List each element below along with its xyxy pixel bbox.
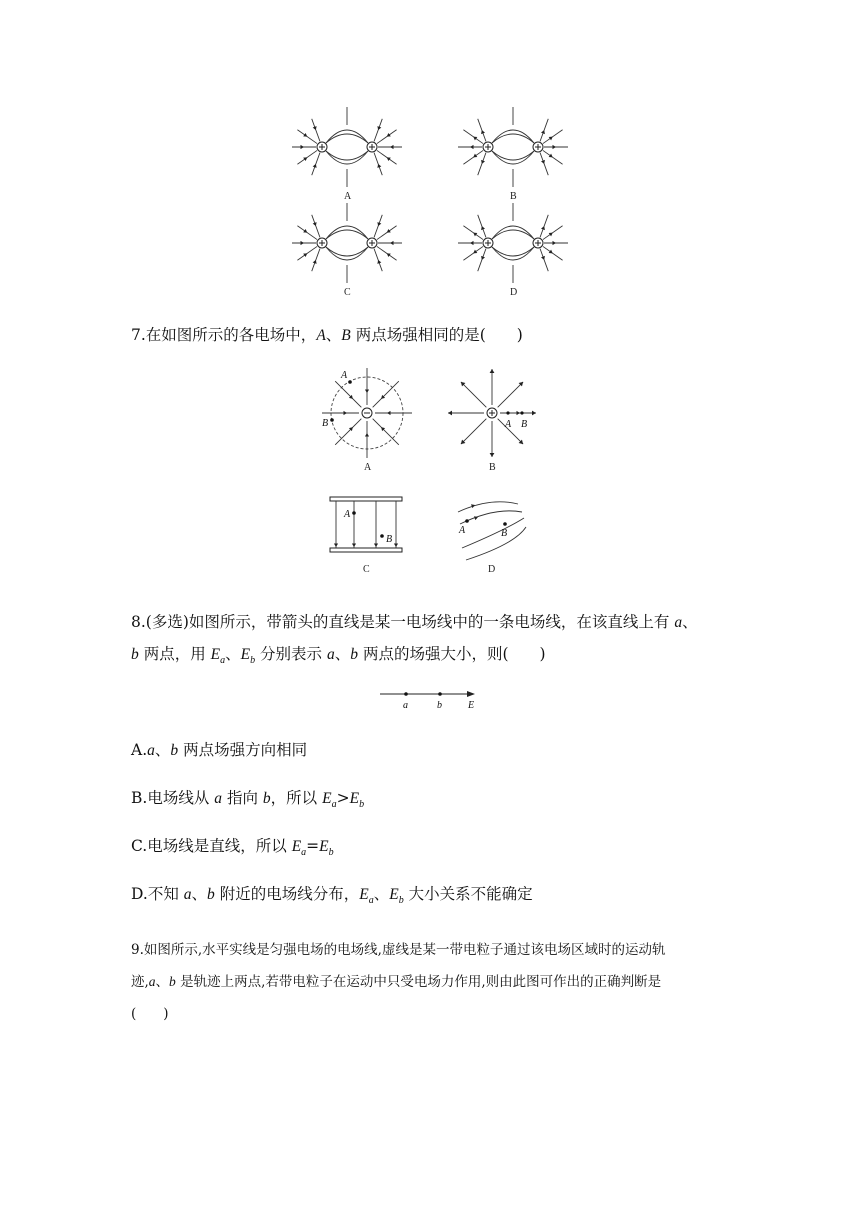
field-line: [297, 226, 317, 240]
q8-stem-text: (多选)如图所示，带箭头的直线是某一电场线中的一条电场线，在该直线上有: [145, 613, 670, 631]
field-line: [478, 249, 486, 272]
field-line: [297, 150, 317, 164]
arrow-head: [387, 411, 391, 415]
q7-sep: 、: [325, 326, 342, 344]
arrow-head: [344, 411, 348, 415]
option-b-var-a: a: [214, 790, 223, 807]
field-line: [543, 130, 563, 144]
option-b-text-2: 指向: [226, 789, 258, 807]
field-line: [478, 215, 486, 238]
option-b-ea: $E_a$: [322, 790, 337, 811]
option-d-ea: $E_a$: [359, 886, 374, 907]
q7-point-a: A: [316, 327, 326, 344]
field-line: [466, 527, 526, 560]
figure-caption: C: [363, 564, 370, 575]
field-line: [326, 247, 368, 260]
field-line: [374, 119, 382, 142]
q9-post: 是轨迹上两点,若带电粒子在运动中只受电场力作用,则由此图可作出的正确判断是: [180, 974, 662, 990]
field-line: [326, 230, 368, 239]
q9-line1: 9.如图所示,水平实线是匀强电场的电场线,虚线是某一带电粒子通过该电场区域时的运动轨: [131, 942, 666, 958]
charge-pair-diagram: [292, 107, 402, 202]
field-line: [492, 226, 534, 239]
charge-pair-diagram: [458, 107, 568, 202]
label-a: A: [505, 419, 512, 430]
q7-prefix: 在如图所示的各电场中，: [145, 326, 317, 344]
field-line: [377, 130, 397, 144]
figure-caption: A: [364, 462, 372, 473]
field-line: [461, 419, 486, 444]
arrow-head: [553, 241, 557, 245]
field-line: [377, 150, 397, 164]
negative-charge-diagram: [322, 368, 412, 473]
arrow-head: [549, 154, 553, 158]
arrow-head: [473, 233, 477, 237]
option-c-ea: $E_a$: [291, 838, 307, 859]
field-line: [492, 134, 534, 143]
arrow-head: [394, 544, 398, 548]
option-a-var-a: a: [147, 742, 155, 759]
q8-label-a: a: [403, 700, 408, 711]
q7-suffix: 两点场强相同的是( ): [355, 326, 523, 344]
field-line: [492, 151, 534, 160]
point-a: [348, 380, 352, 384]
figure-caption: A: [344, 191, 352, 202]
q8-label-e: E: [468, 700, 475, 711]
q7-number: 7.: [131, 326, 146, 344]
label-b: B: [322, 418, 329, 429]
figure-caption: D: [510, 287, 518, 298]
option-a-text: 两点场强方向相同: [183, 741, 308, 759]
field-line: [463, 246, 483, 260]
option-a-sep: 、: [154, 741, 171, 759]
field-line: [335, 381, 361, 407]
q9-pre: 迹,: [131, 974, 149, 990]
arrow-head: [473, 154, 477, 158]
arrow-head: [387, 157, 391, 161]
point-b: [330, 418, 334, 422]
charge-pair-diagram: [292, 203, 402, 298]
field-line: [312, 153, 320, 176]
q6-field-diagrams: [280, 100, 580, 300]
option-c-eb: $E_b$: [319, 838, 334, 859]
q8-option-c[interactable]: [131, 834, 334, 858]
field-line: [373, 381, 399, 407]
field-line: [492, 130, 534, 143]
q8-field-line: [375, 684, 495, 714]
option-a-var-b: b: [170, 742, 179, 759]
q8-var-a: a: [674, 614, 683, 631]
arrow-head: [390, 241, 394, 245]
q8-var-b: b: [131, 646, 139, 663]
arrow-head: [303, 229, 307, 233]
figure-caption: B: [510, 191, 517, 202]
q8-option-b[interactable]: [131, 786, 364, 810]
option-b-prefix: B.: [131, 789, 148, 807]
bottom-plate: [330, 548, 402, 552]
q9-var-b: b: [169, 974, 176, 989]
option-d-prefix: D.: [131, 885, 148, 903]
field-line: [326, 151, 368, 164]
point-a: [465, 519, 469, 523]
label-a: A: [344, 509, 351, 520]
arrow-head: [301, 241, 305, 245]
q8-number: 8.: [131, 613, 146, 631]
figure-caption: D: [488, 564, 496, 575]
arrow-head: [387, 133, 391, 137]
q8-eb: $E_b$: [240, 646, 256, 667]
field-line: [492, 151, 534, 164]
option-b-text-1: 电场线从: [147, 789, 210, 807]
arrow-head: [549, 250, 553, 254]
label-a: A: [459, 525, 466, 536]
arrow-head: [549, 137, 553, 141]
field-line: [312, 119, 320, 142]
q8-arrow-head: [467, 691, 475, 697]
arrow-head: [374, 544, 378, 548]
arrow-head: [553, 145, 557, 149]
field-line: [373, 419, 399, 445]
curved-field-diagram: [458, 502, 526, 575]
field-line: [463, 130, 483, 144]
label-a: A: [341, 370, 348, 381]
arrow-head: [473, 137, 477, 141]
field-line: [543, 150, 563, 164]
q9-var-a: a: [148, 974, 156, 989]
q9-line2: [131, 970, 661, 990]
point-b: [520, 411, 523, 414]
field-line: [492, 247, 534, 260]
point-a: [506, 411, 509, 414]
option-d-sep2: 、: [373, 885, 390, 903]
field-line: [377, 246, 397, 260]
field-line: [377, 226, 397, 240]
q9-sep: 、: [155, 974, 170, 990]
label-b: B: [501, 528, 508, 539]
option-c-relation: =: [306, 837, 320, 855]
field-line: [326, 151, 368, 160]
q7-point-b: B: [341, 327, 351, 344]
q8-ea: $E_a$: [210, 646, 226, 667]
q8-stem-line1: [131, 610, 698, 632]
option-c-prefix: C.: [131, 837, 148, 855]
q8-text-2: 分别表示: [260, 645, 323, 663]
field-line: [297, 246, 317, 260]
option-b-text-3: ，所以: [270, 789, 318, 807]
figure-caption: B: [489, 462, 496, 473]
arrow-head: [387, 253, 391, 257]
field-line: [492, 247, 534, 256]
arrow-head: [390, 145, 394, 149]
field-line: [374, 153, 382, 176]
arrow-head: [334, 544, 338, 548]
q7-field-diagrams: [310, 362, 560, 582]
arrow-head: [470, 241, 474, 245]
q7-stem: [131, 323, 523, 345]
field-line: [326, 130, 368, 143]
parallel-plates-diagram: [330, 497, 402, 575]
point-b: [503, 522, 507, 526]
arrow-head: [517, 411, 521, 415]
charge-pair-diagram: [458, 203, 568, 298]
arrow-head: [303, 253, 307, 257]
option-a-prefix: A.: [131, 741, 148, 759]
q8-var-a2: a: [326, 646, 335, 663]
arrow-head: [532, 411, 536, 416]
arrow-head: [303, 133, 307, 137]
arrow-head: [303, 157, 307, 161]
q8-sep: 、: [682, 613, 698, 631]
q8-option-a[interactable]: [131, 738, 307, 760]
arrow-head: [365, 390, 369, 394]
q7-figure: [310, 362, 560, 582]
figure-caption: C: [344, 287, 351, 298]
field-line: [478, 153, 486, 176]
option-b-relation: >: [336, 789, 350, 807]
q8-option-d[interactable]: [131, 882, 533, 906]
field-line: [498, 382, 523, 407]
field-line: [463, 226, 483, 240]
arrow-head: [448, 411, 452, 416]
label-b: B: [386, 534, 393, 545]
q8-sep3: 、: [334, 645, 351, 663]
field-line: [326, 226, 368, 239]
arrow-head: [387, 229, 391, 233]
q8-var-b2: b: [350, 646, 358, 663]
field-line: [462, 518, 524, 548]
arrow-head: [470, 145, 474, 149]
option-c-text: 电场线是直线，所以: [147, 837, 287, 855]
option-d-text-3: 大小关系不能确定: [408, 885, 533, 903]
field-line: [540, 249, 548, 272]
point-a: [352, 511, 356, 515]
arrow-head: [301, 145, 305, 149]
option-d-var-b: b: [207, 886, 215, 903]
q9-line3: ( ): [131, 1006, 169, 1022]
field-line: [478, 119, 486, 142]
option-d-var-a: a: [183, 886, 192, 903]
field-line: [492, 230, 534, 239]
field-line: [335, 419, 361, 445]
q8-text-3: 两点的场强大小，则( ): [362, 645, 546, 663]
arrow-head: [490, 369, 495, 373]
field-line: [326, 134, 368, 143]
option-d-sep: 、: [191, 885, 208, 903]
option-d-eb: $E_b$: [389, 886, 404, 907]
q8-sep2: 、: [225, 645, 241, 663]
q8-point-a: [404, 692, 408, 696]
top-plate: [330, 497, 402, 501]
field-line: [326, 247, 368, 256]
arrow-head: [549, 233, 553, 237]
field-line: [374, 215, 382, 238]
q8-text-1: 两点，用: [143, 645, 206, 663]
point-b: [380, 534, 384, 538]
q8-stem-line2: [131, 642, 546, 666]
arrow-head: [365, 433, 369, 437]
q6-figure: [280, 100, 580, 300]
option-b-var-b: b: [262, 790, 271, 807]
field-line: [297, 130, 317, 144]
arrow-head: [473, 250, 477, 254]
field-line: [460, 511, 522, 524]
field-line: [461, 382, 486, 407]
arrow-head: [352, 544, 356, 548]
label-b: B: [521, 419, 528, 430]
positive-charge-diagram: [448, 369, 536, 473]
option-d-text-1: 不知: [147, 885, 179, 903]
option-d-text-2: 附近的电场线分布，: [219, 885, 360, 903]
option-b-eb: $E_b$: [349, 790, 365, 811]
q8-figure: [375, 684, 495, 714]
field-line: [463, 150, 483, 164]
q8-point-b: [438, 692, 442, 696]
field-line: [312, 215, 320, 238]
q8-label-b: b: [437, 700, 442, 711]
arrow-head: [490, 453, 495, 457]
